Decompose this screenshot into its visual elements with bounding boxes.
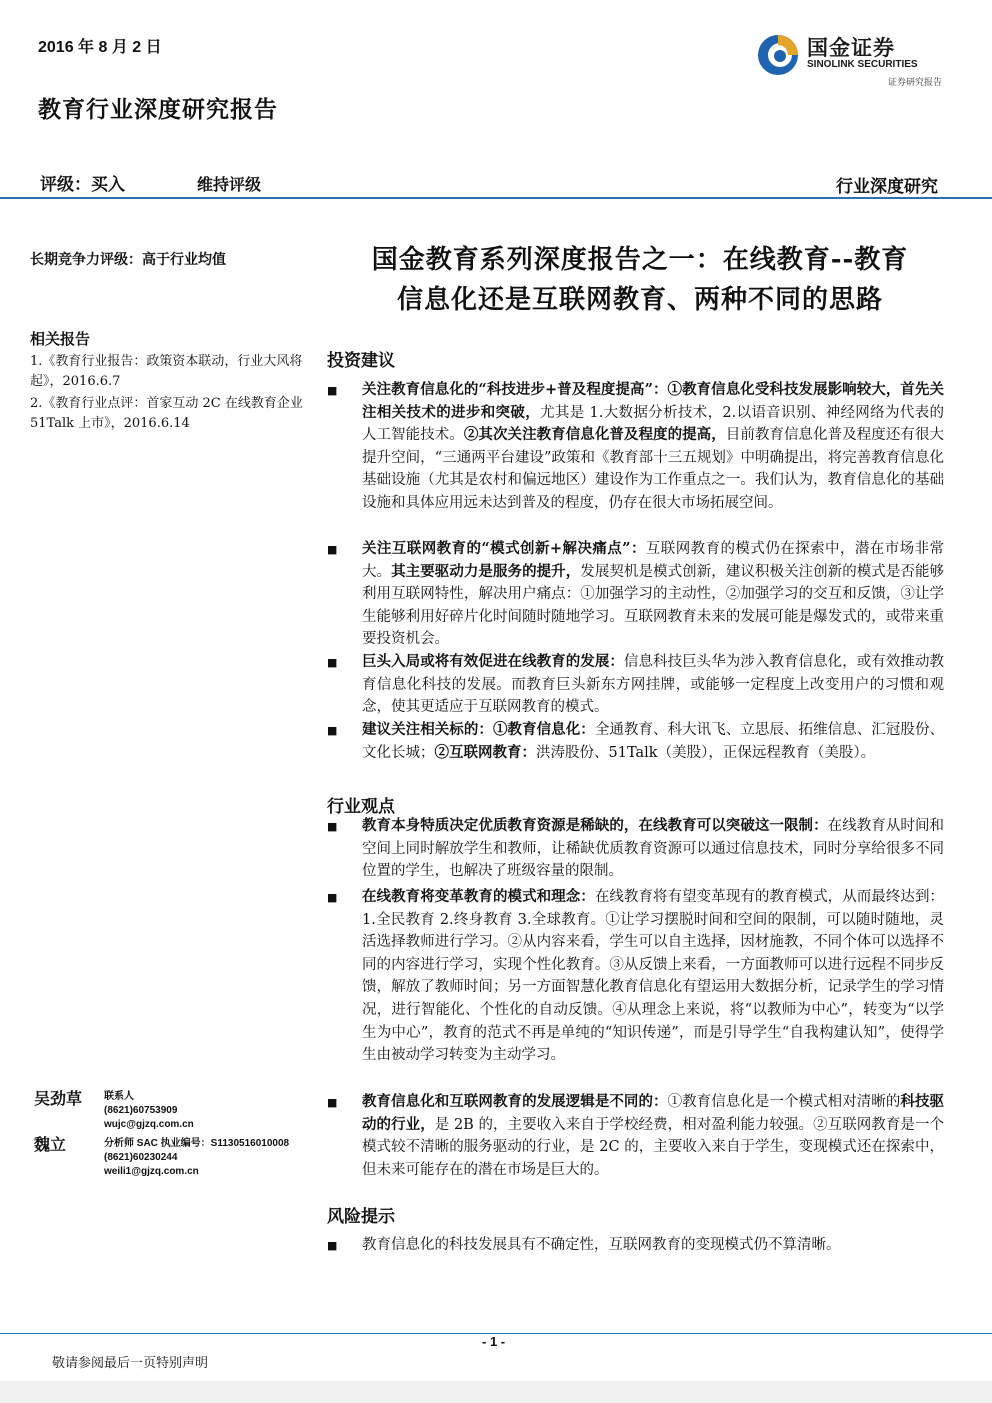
analyst-phone: (8621)60230244 [104,1152,178,1163]
square-bullet-icon: ■ [327,1096,338,1109]
logo-english-name: SINOLINK SECURITIES [807,59,918,70]
investment-point-2 [362,538,944,651]
report-date: 2016 年 8 月 2 日 [38,39,162,56]
analyst-email[interactable]: weili1@gjzq.com.cn [104,1166,199,1177]
point-text: 互联网教育的模式仍在探索中，潜在市场非常大。 [362,541,944,580]
industry-point-3 [362,1091,944,1181]
industry-point-1 [362,815,944,883]
analyst-name: 吴劲草 [34,1089,83,1108]
square-bullet-icon: ■ [327,820,338,833]
point-text: 信息科技巨头华为涉入教育信息化，或有效推动教育信息化科技的发展。而教育巨头新东方网挂牌，或能够一定程度上改变用户的习惯和观念，使其更适应于互联网教育的模式。 [362,654,944,716]
analyst-contact [104,1090,194,1132]
section-heading-investment: 投资建议 [327,351,395,371]
header-divider [0,197,992,199]
point-bold-2: ②其次关注教育信息化普及程度的提高， [463,426,726,444]
disclaimer-note: 敬请参阅最后一页特别声明 [52,1356,209,1371]
point-bold: 关注教育信息化的“科技进步+普及程度提高”：①教育信息化受科技发展影响较大，首先关注相关技术的进步和突破， [362,381,944,421]
point-bold: 关注互联网教育的“模式创新+解决痛点”： [362,540,646,557]
page-bottom-band [0,1381,992,1403]
square-bullet-icon: ■ [327,891,338,904]
risk-point-1 [362,1234,944,1257]
point-text: 在线教育从时间和空间上同时解放学生和教师，让稀缺优质教育资源可以通过信息技术，同时分享给很多不同位置的学生，也解决了班级容量的限制。 [362,818,944,880]
report-main-title [320,240,960,320]
square-bullet-icon: ■ [327,1239,338,1252]
square-bullet-icon: ■ [327,384,338,397]
title-line-1: 国金教育系列深度报告之一：在线教育--教育 [371,245,909,275]
point-bold-2: 科技驱动的行业， [362,1093,945,1133]
point-bold: 教育信息化和互联网教育的发展逻辑是不同的： [362,1093,668,1110]
point-text-2: 发展契机是模式创新，建议积极关注创新的模式是否能够利用互联网特性，解决用户痛点：①加强学习的主动性，②加强学习的交互和反馈，③让学生能够利用好碎片化时间随时随地学习。互联网教育未来的发展可能是爆发式的，或带来重要投资机会。 [362,563,945,648]
point-text: ①教育信息化是一个模式相对清晰的 [667,1094,901,1110]
analyst-name: 魏立 [34,1135,67,1154]
related-report-item[interactable]: 2.《教育行业点评：首家互动 2C 在线教育企业 51Talk 上市》，2016.6.14 [30,396,303,431]
rating: 评级：买入 [40,175,125,195]
industry-point-2 [362,886,944,1067]
logo-subtitle: 证券研究报告 [887,78,942,88]
section-heading-industry-view: 行业观点 [327,797,395,817]
long-term-rating: 长期竞争力评级：高于行业均值 [30,252,226,268]
section-heading-risk: 风险提示 [327,1207,395,1227]
analyst-contact [104,1137,289,1179]
point-text-2: 目前教育信息化普及程度还有很大提升空间，“三通两平台建设”政策和《教育部十三五规划》中明确提出，将完善教育信息化基础设施（尤其是农村和偏远地区）建设作为工作重点之一。我们认为，教育信息化的基础设施和具体应用远未达到普及的程度，仍存在很大市场拓展空间。 [362,427,944,511]
logo-chinese-name: 国金证券 [807,36,895,60]
point-bold-2: 其主要驱动力是服务的提升， [391,562,581,580]
analyst-role: 联系人 [104,1091,134,1102]
square-bullet-icon: ■ [327,543,338,556]
sinolink-logo-icon [755,32,801,78]
point-bold-2: ②互联网教育： [434,743,536,761]
document-title: 教育行业深度研究报告 [38,96,278,123]
point-text: 尤其是 1.大数据分析技术，2.以语音识别、神经网络为代表的人工智能技术。 [362,404,945,444]
analyst-phone: (8621)60753909 [104,1105,178,1116]
point-bold: 巨头入局或将有效促进在线教育的发展： [362,653,624,670]
point-text: 在线教育将有望变革现有的教育模式，从而最终达到：1.全民教育 2.终身教育 3.全球教育。①让学习摆脱时间和空间的限制，可以随时随地，灵活选择教师进行学习。②从内容来看，学生可以自主选择，因材施教，不同个体可以选择不同的内容进行学习，实现个性化教育。③从反馈上来看，一方面教师可以进行远程不同步反馈，解放了教师时间；另一方面智慧化教育信息化有望运用大数据分析，记录学生的学习情况，进行智能化、个性化的自动反馈。④从理念上来说，将“以教师为中心”，转变为“以学生为中心”，教育的范式不再是单纯的“知识传递”，而是引导学生“自我构建认知”，使得学生由被动学习转变为主动学习。 [362,889,945,1064]
point-text: 全通教育、科大讯飞、立思辰、拓维信息、汇冠股份、文化长城； [362,722,945,761]
company-logo [755,30,950,90]
square-bullet-icon: ■ [327,724,338,737]
investment-point-1 [362,379,944,515]
investment-point-4 [362,719,944,764]
square-bullet-icon: ■ [327,656,338,669]
title-line-2: 信息化还是互联网教育、两种不同的思路 [396,285,883,315]
point-text-2: 洪涛股份、51Talk（美股），正保远程教育（美股）。 [536,744,876,761]
page-number: - 1 - [482,1334,506,1349]
rating-status: 维持评级 [197,175,262,194]
related-reports-heading: 相关报告 [30,330,91,348]
analyst-email[interactable]: wujc@gjzq.com.cn [104,1119,194,1130]
analyst-role: 分析师 SAC 执业编号：S1130516010008 [104,1138,290,1149]
point-text-2: 是 2B 的，主要收入来自于学校经费，相对盈利能力较强。②互联网教育是一个模式较不清晰的服务驱动的行业，是 2C 的，主要收入来自于学生，变现模式还在探索中，但未来可能存在的潜在市场是巨大的。 [362,1116,944,1178]
point-bold: 在线教育将变革教育的模式和理念： [362,888,595,905]
investment-point-3 [362,651,944,719]
point-text: 教育信息化的科技发展具有不确定性，互联网教育的变现模式仍不算清晰。 [362,1237,841,1253]
related-report-item[interactable]: 1.《教育行业报告：政策资本联动，行业大风将起》，2016.6.7 [30,354,303,389]
point-bold: 建议关注相关标的：①教育信息化： [362,721,595,738]
point-bold: 教育本身特质决定优质教育资源是稀缺的，在线教育可以突破这一限制： [362,817,828,834]
report-type: 行业深度研究 [836,177,938,197]
